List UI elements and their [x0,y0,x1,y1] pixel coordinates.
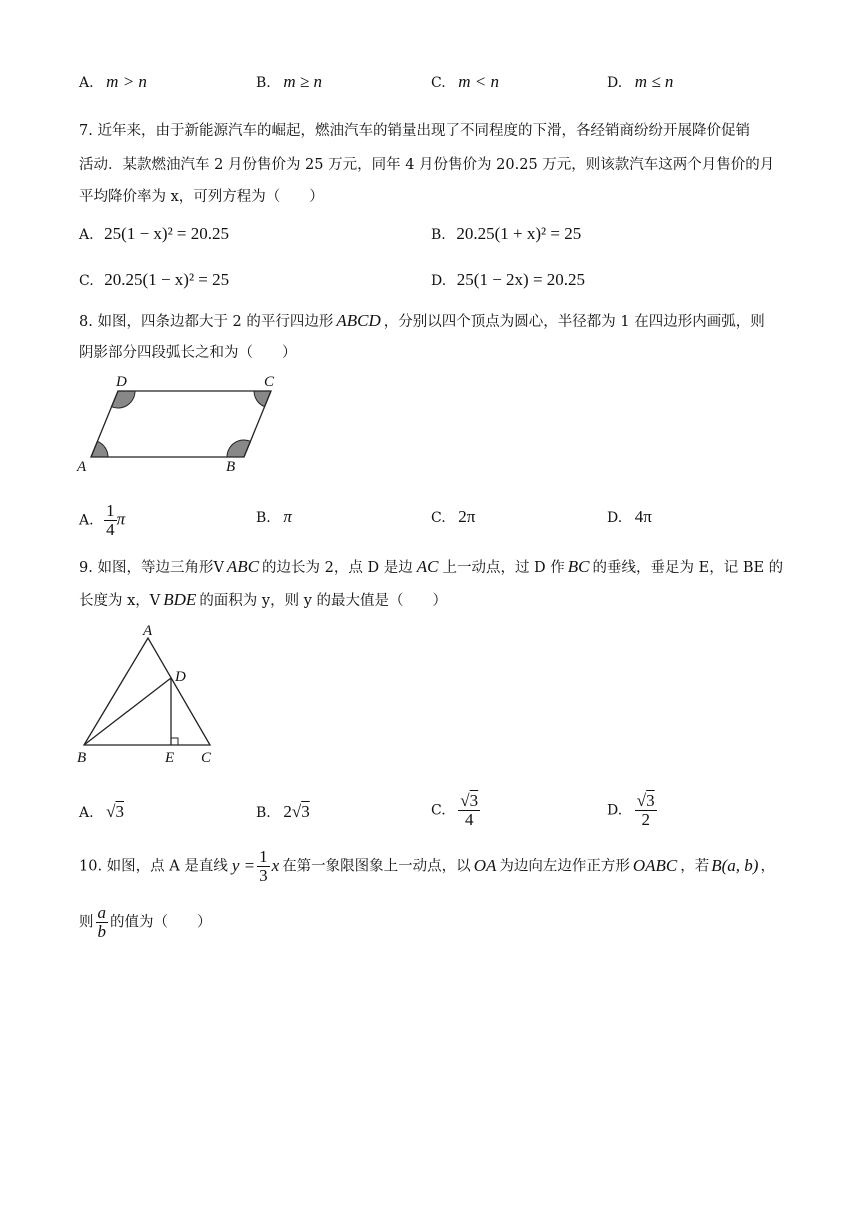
sqrt-expr: √3 [106,802,125,821]
option-expr: m > n [106,72,147,91]
vertex-label-b: B [226,459,236,475]
q10-text: 在第一象限图象上一动点，以 [282,858,471,875]
option-expr: m ≤ n [634,72,674,91]
q9-option-c [431,792,480,829]
q9-text: 的垂线，垂足为 E，记 BE 的 [592,560,784,576]
q9-text: 上一动点，过 D 作 [442,560,565,576]
option-letter: A. [79,805,94,821]
option-letter: D. [607,802,623,819]
vertex-label-a: A [77,459,87,475]
q10-stem-line-2 [79,904,212,941]
q10-text: 则 [79,914,94,931]
q9-text: 的边长为 2，点 D 是边 [262,560,413,576]
q10-math: OA [473,855,497,875]
vertex-label-a: A [143,623,153,639]
q7-stem-line-3: 平均降价率为 x，可列方程为（ ） [79,189,324,205]
q8-option-b [256,507,292,528]
option-letter: B. [256,75,271,91]
q9-math: BC [567,557,590,576]
q8-stem-line-2: 阴影部分四段弧长之和为（ ） [79,345,297,361]
vertex-label-c: C [201,750,212,766]
fraction [635,792,657,829]
q6-option-a [79,72,147,93]
q10-text: ，若 [680,858,710,875]
option-letter: A. [79,75,94,91]
fraction-denominator: 3 [259,866,268,885]
option-letter: C. [431,75,446,91]
fraction [458,792,480,829]
vertex-label-d: D [116,374,127,390]
triangle-abc [84,638,210,745]
q6-option-d [607,72,673,93]
vertex-label-c: C [264,374,275,390]
radicand: 3 [646,791,655,810]
option-expr: 25(1 − x)² = 20.25 [104,224,230,243]
q10-math: OABC [632,855,678,875]
q9-option-a [79,802,124,823]
triangle-figure [74,622,224,770]
vertex-label-e: E [165,750,175,766]
fraction [104,502,117,539]
option-expr: m ≥ n [283,72,322,91]
q10-text: 的值为（ ） [110,914,212,931]
q9-math: BDE [163,590,197,609]
option-letter: C. [431,802,446,819]
option-expr: 4π [634,507,652,526]
fraction [257,848,270,885]
fraction-numerator: 1 [106,501,115,520]
option-expr: 20.25(1 + x)² = 25 [456,224,582,243]
fraction-numerator: 1 [259,847,268,866]
q9-stem-line-2 [79,590,447,611]
option-letter: D. [607,510,623,526]
fraction [96,904,109,941]
q10-text: 10. 如图，点 A 是直线 [79,858,228,875]
q8-stem-line-1 [79,311,765,332]
q9-option-d [607,792,657,829]
q7-option-c [79,270,229,291]
q9-math: AC [416,557,439,576]
q7-option-a [79,224,229,245]
fraction-numerator: √3 [460,791,479,810]
q9-math: ABC [226,557,260,576]
radicand: 3 [301,802,310,821]
q7-stem-line-2: 活动．某款燃油汽车 2 月份售价为 25 万元，同年 4 月份售价为 20.25 万元，则该款汽车这两个月售价的月 [79,157,775,173]
vertex-label-b: B [77,750,87,766]
q8-option-d [607,507,652,528]
fraction-denominator: 4 [464,810,474,829]
option-expr: 20.25(1 − x)² = 25 [104,270,230,289]
q10-math: x [271,855,280,875]
option-expr: 2π [458,507,476,526]
q9-text: 的面积为 y，则 y 的最大值是（ ） [199,593,448,609]
fraction-numerator: √3 [636,791,655,810]
option-letter: A. [79,227,94,243]
sqrt-expr: 2√3 [283,802,310,821]
option-letter: B. [256,510,271,526]
option-expr: 25(1 − 2x) = 20.25 [456,270,586,289]
q9-option-b [256,802,310,823]
option-letter: D. [607,75,623,91]
option-expr: π [283,507,292,526]
q6-option-c [431,72,499,93]
q10-math: B(a, b) [711,855,759,875]
q6-option-b [256,72,322,93]
q8-option-a [79,502,125,539]
option-expr: m < n [458,72,500,91]
q10-stem-line-1 [79,848,775,885]
q7-option-d [431,270,585,291]
option-expr: π [116,509,126,529]
radicand: 3 [115,802,125,821]
q9-text: 9. 如图，等边三角形V [79,560,224,576]
fraction-denominator: 4 [106,520,115,539]
fraction-denominator: b [97,922,106,941]
option-letter: D. [431,273,447,289]
q10-text: ， [760,858,775,875]
radicand: 3 [469,791,479,810]
q7-option-b [431,224,581,245]
fraction-numerator: a [97,903,106,922]
q10-text: 为边向左边作正方形 [499,858,630,875]
option-letter: C. [431,510,446,526]
option-letter: B. [431,227,446,243]
vertex-label-d: D [175,669,186,685]
q9-text: 长度为 x，V [79,593,161,609]
fraction-denominator: 2 [641,810,650,829]
option-letter: B. [256,805,271,821]
right-angle-mark [171,738,178,745]
q7-stem-line-1: 7. 近年来，由于新能源汽车的崛起，燃油汽车的销量出现了不同程度的下滑，各经销商纷纷开展降价促销 [79,123,750,139]
option-letter: A. [79,512,94,529]
coefficient: 2 [283,802,292,821]
q10-math: y = [231,855,256,875]
q9-stem-line-1 [79,557,783,578]
segment-bd [84,678,171,745]
q8-text: ，分别以四个顶点为圆心，半径都为 1 在四边形内画弧，则 [383,314,765,330]
parallelogram-figure [74,372,284,476]
q8-option-c [431,507,475,528]
option-letter: C. [79,273,94,289]
q8-math: ABCD [336,311,381,330]
q8-text: 8. 如图，四条边都大于 2 的平行四边形 [79,314,334,330]
